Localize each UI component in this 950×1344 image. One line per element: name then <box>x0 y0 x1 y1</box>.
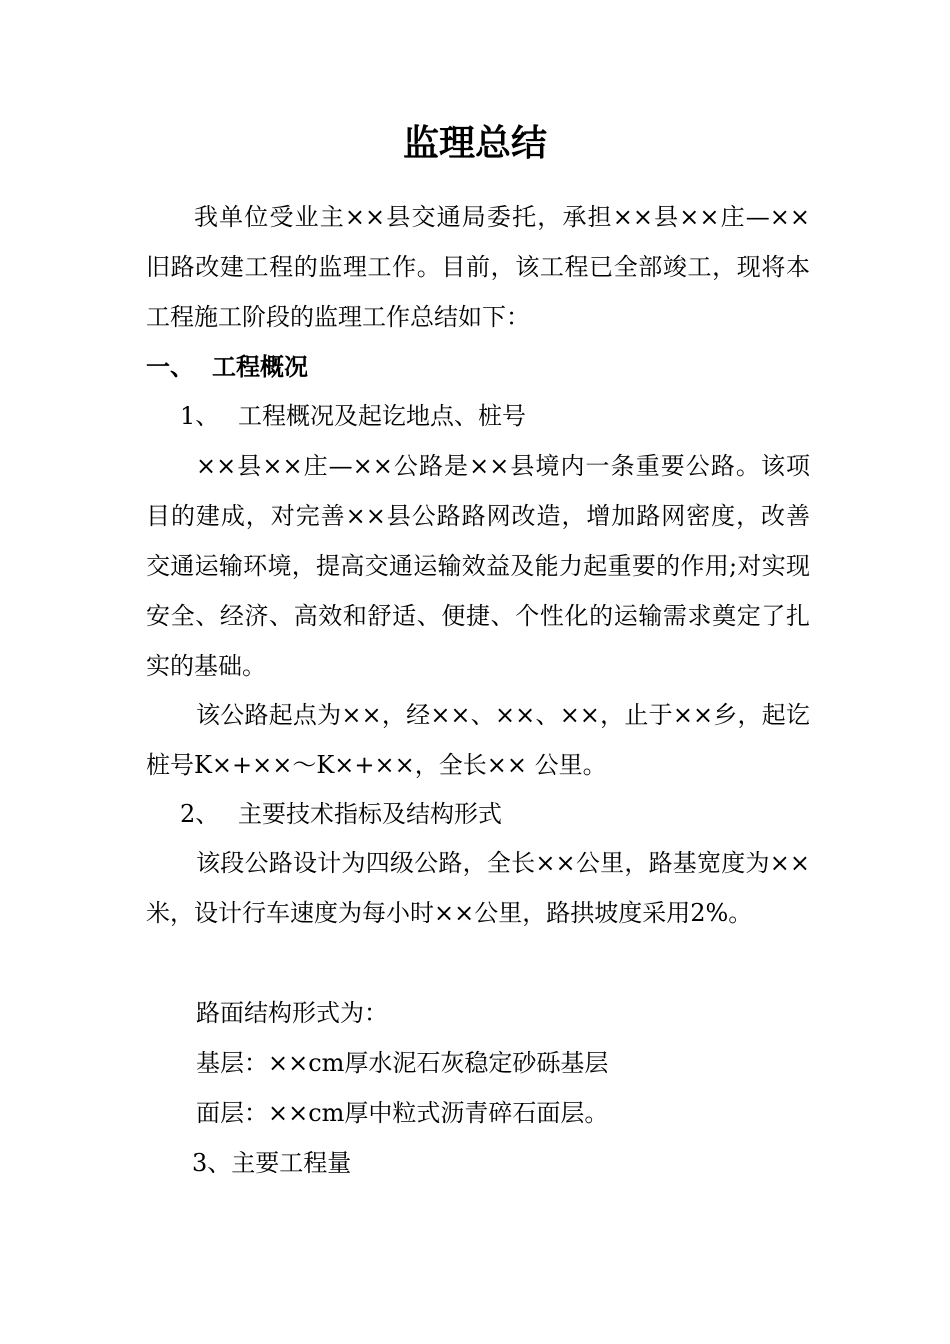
start-end-paragraph: 该公路起点为××，经××、××、××，止于××乡，起讫桩号K×+××～K×+××，全长×× 公里。 <box>146 701 810 779</box>
base-layer-line: 基层：××cm厚水泥石灰稳定砂砾基层 <box>196 1049 609 1077</box>
document-title: 监理总结 <box>402 123 547 164</box>
surface-layer-line: 面层：××cm厚中粒式沥青碎石面层。 <box>196 1099 609 1127</box>
subsection-2-number: 2、 <box>180 800 220 828</box>
subsection-3-heading: 3、主要工程量 <box>192 1149 352 1177</box>
technical-indicators-paragraph: 该段公路设计为四级公路，全长××公里，路基宽度为××米，设计行车速度为每小时××公里，路拱坡度采用2%。 <box>146 849 810 927</box>
intro-paragraph: 我单位受业主××县交通局委托，承担××县××庄—××旧路改建工程的监理工作。目前，该工程已全部竣工，现将本工程施工阶段的监理工作总结如下： <box>146 203 810 331</box>
subsection-1-number: 1、 <box>180 402 220 430</box>
section-1-title: 工程概况 <box>212 353 308 381</box>
subsection-1-title: 工程概况及起讫地点、桩号 <box>238 402 526 430</box>
structure-intro: 路面结构形式为： <box>196 999 388 1027</box>
overview-paragraph: ××县××庄—××公路是××县境内一条重要公路。该项目的建成，对完善××县公路路网改造，增加路网密度，改善交通运输环境，提高交通运输效益及能力起重要的作用;对实现安全、经济、高效和舒适、便捷、个性化的运输需求奠定了扎实的基础。 <box>146 452 810 680</box>
section-1-number: 一、 <box>146 353 194 381</box>
subsection-2-title: 主要技术指标及结构形式 <box>238 800 502 828</box>
